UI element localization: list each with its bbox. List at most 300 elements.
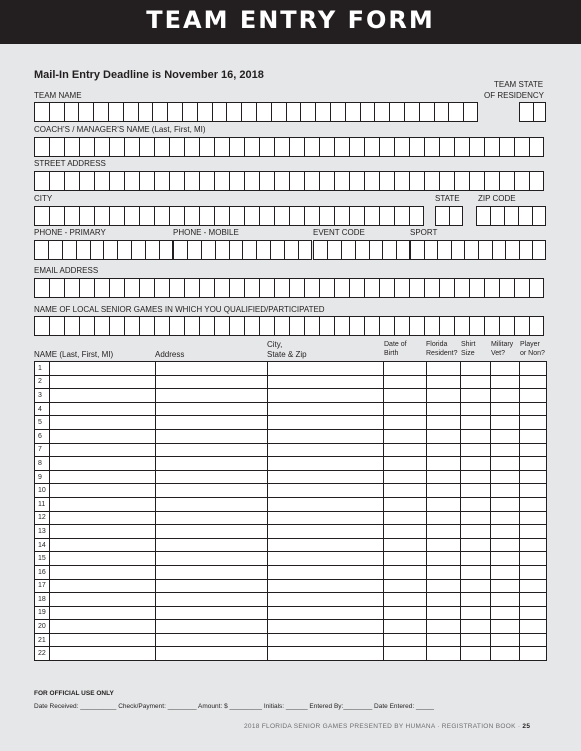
- roster-cell[interactable]: [427, 416, 461, 430]
- character-box[interactable]: [349, 171, 364, 191]
- roster-cell[interactable]: [461, 389, 491, 403]
- character-box[interactable]: [469, 137, 484, 157]
- character-box[interactable]: [184, 206, 199, 226]
- roster-cell[interactable]: [520, 511, 547, 525]
- character-box[interactable]: [229, 240, 243, 260]
- character-box[interactable]: [124, 206, 139, 226]
- roster-cell[interactable]: [50, 362, 156, 376]
- character-box[interactable]: [49, 102, 64, 122]
- roster-cell[interactable]: [156, 443, 268, 457]
- character-box[interactable]: [304, 206, 319, 226]
- roster-cell[interactable]: [461, 402, 491, 416]
- roster-cell[interactable]: [384, 457, 427, 471]
- character-box[interactable]: [349, 206, 364, 226]
- character-box[interactable]: [514, 137, 529, 157]
- character-box[interactable]: [244, 316, 259, 336]
- character-box[interactable]: [364, 171, 379, 191]
- character-box[interactable]: [345, 102, 360, 122]
- character-box[interactable]: [214, 206, 229, 226]
- roster-cell[interactable]: [50, 402, 156, 416]
- roster-cell[interactable]: [461, 416, 491, 430]
- roster-cell[interactable]: [491, 389, 520, 403]
- roster-cell[interactable]: [520, 593, 547, 607]
- character-box[interactable]: [124, 316, 139, 336]
- roster-cell[interactable]: [268, 593, 384, 607]
- character-box[interactable]: [529, 278, 544, 298]
- character-box[interactable]: [184, 171, 199, 191]
- roster-cell[interactable]: [384, 552, 427, 566]
- roster-cell[interactable]: [427, 593, 461, 607]
- character-box[interactable]: [241, 102, 256, 122]
- roster-cell[interactable]: [50, 538, 156, 552]
- character-box[interactable]: [94, 316, 109, 336]
- character-box[interactable]: [349, 316, 364, 336]
- roster-cell[interactable]: [268, 402, 384, 416]
- character-box[interactable]: [274, 171, 289, 191]
- roster-cell[interactable]: [268, 606, 384, 620]
- character-box[interactable]: [334, 171, 349, 191]
- character-box[interactable]: [214, 278, 229, 298]
- character-box[interactable]: [532, 240, 546, 260]
- character-box[interactable]: [439, 137, 454, 157]
- character-box[interactable]: [379, 316, 394, 336]
- character-box[interactable]: [214, 316, 229, 336]
- roster-cell[interactable]: [491, 402, 520, 416]
- character-box[interactable]: [109, 171, 124, 191]
- character-box[interactable]: [464, 240, 478, 260]
- roster-cell[interactable]: [156, 633, 268, 647]
- roster-cell[interactable]: [268, 362, 384, 376]
- character-box[interactable]: [64, 316, 79, 336]
- roster-cell[interactable]: [384, 538, 427, 552]
- character-box[interactable]: [454, 171, 469, 191]
- character-box[interactable]: [379, 171, 394, 191]
- roster-cell[interactable]: [268, 552, 384, 566]
- roster-cell[interactable]: [491, 429, 520, 443]
- roster-cell[interactable]: [427, 443, 461, 457]
- character-box[interactable]: [374, 102, 389, 122]
- character-box[interactable]: [78, 102, 93, 122]
- character-box[interactable]: [109, 137, 124, 157]
- character-box[interactable]: [454, 316, 469, 336]
- character-box[interactable]: [49, 137, 64, 157]
- roster-cell[interactable]: [50, 497, 156, 511]
- character-box[interactable]: [484, 137, 499, 157]
- character-box[interactable]: [259, 171, 274, 191]
- roster-cell[interactable]: [520, 633, 547, 647]
- roster-cell[interactable]: [491, 620, 520, 634]
- character-box[interactable]: [34, 206, 49, 226]
- character-box[interactable]: [139, 206, 154, 226]
- roster-cell[interactable]: [156, 620, 268, 634]
- character-box[interactable]: [379, 206, 394, 226]
- character-box[interactable]: [199, 206, 214, 226]
- team-name-field[interactable]: [34, 102, 478, 122]
- roster-cell[interactable]: [384, 511, 427, 525]
- character-box[interactable]: [242, 240, 256, 260]
- character-box[interactable]: [424, 171, 439, 191]
- character-box[interactable]: [139, 278, 154, 298]
- roster-cell[interactable]: [491, 593, 520, 607]
- character-box[interactable]: [424, 240, 438, 260]
- character-box[interactable]: [64, 137, 79, 157]
- phone-mobile-field[interactable]: [173, 240, 312, 260]
- character-box[interactable]: [49, 206, 64, 226]
- roster-cell[interactable]: [491, 633, 520, 647]
- character-box[interactable]: [334, 206, 349, 226]
- character-box[interactable]: [94, 278, 109, 298]
- roster-cell[interactable]: [520, 416, 547, 430]
- roster-cell[interactable]: [384, 525, 427, 539]
- character-box[interactable]: [349, 137, 364, 157]
- city-field[interactable]: [34, 206, 424, 226]
- character-box[interactable]: [484, 278, 499, 298]
- roster-cell[interactable]: [268, 497, 384, 511]
- character-box[interactable]: [499, 137, 514, 157]
- roster-cell[interactable]: [520, 497, 547, 511]
- roster-cell[interactable]: [384, 429, 427, 443]
- roster-cell[interactable]: [384, 389, 427, 403]
- character-box[interactable]: [394, 171, 409, 191]
- character-box[interactable]: [244, 278, 259, 298]
- roster-cell[interactable]: [491, 443, 520, 457]
- character-box[interactable]: [364, 278, 379, 298]
- roster-cell[interactable]: [384, 593, 427, 607]
- character-box[interactable]: [159, 240, 173, 260]
- roster-cell[interactable]: [50, 511, 156, 525]
- roster-cell[interactable]: [156, 497, 268, 511]
- roster-cell[interactable]: [491, 579, 520, 593]
- character-box[interactable]: [382, 240, 396, 260]
- character-box[interactable]: [300, 102, 315, 122]
- roster-cell[interactable]: [50, 606, 156, 620]
- character-box[interactable]: [270, 240, 284, 260]
- roster-cell[interactable]: [461, 525, 491, 539]
- roster-cell[interactable]: [427, 511, 461, 525]
- character-box[interactable]: [289, 171, 304, 191]
- character-box[interactable]: [154, 137, 169, 157]
- roster-cell[interactable]: [427, 484, 461, 498]
- roster-cell[interactable]: [268, 525, 384, 539]
- character-box[interactable]: [379, 278, 394, 298]
- character-box[interactable]: [139, 316, 154, 336]
- character-box[interactable]: [499, 316, 514, 336]
- character-box[interactable]: [259, 137, 274, 157]
- character-box[interactable]: [201, 240, 215, 260]
- roster-cell[interactable]: [50, 457, 156, 471]
- character-box[interactable]: [152, 102, 167, 122]
- character-box[interactable]: [451, 240, 465, 260]
- character-box[interactable]: [454, 137, 469, 157]
- character-box[interactable]: [334, 278, 349, 298]
- character-box[interactable]: [409, 137, 424, 157]
- character-box[interactable]: [505, 240, 519, 260]
- roster-cell[interactable]: [461, 457, 491, 471]
- character-box[interactable]: [229, 206, 244, 226]
- character-box[interactable]: [490, 206, 504, 226]
- character-box[interactable]: [304, 278, 319, 298]
- character-box[interactable]: [229, 316, 244, 336]
- character-box[interactable]: [256, 240, 270, 260]
- roster-cell[interactable]: [461, 470, 491, 484]
- roster-cell[interactable]: [520, 429, 547, 443]
- character-box[interactable]: [469, 316, 484, 336]
- roster-cell[interactable]: [491, 511, 520, 525]
- roster-cell[interactable]: [268, 416, 384, 430]
- sport-field[interactable]: [410, 240, 546, 260]
- roster-cell[interactable]: [427, 579, 461, 593]
- roster-cell[interactable]: [268, 579, 384, 593]
- character-box[interactable]: [214, 171, 229, 191]
- roster-cell[interactable]: [156, 593, 268, 607]
- roster-cell[interactable]: [384, 484, 427, 498]
- character-box[interactable]: [409, 278, 424, 298]
- character-box[interactable]: [214, 137, 229, 157]
- character-box[interactable]: [449, 206, 463, 226]
- character-box[interactable]: [349, 278, 364, 298]
- character-box[interactable]: [478, 240, 492, 260]
- roster-cell[interactable]: [520, 606, 547, 620]
- roster-cell[interactable]: [491, 647, 520, 661]
- roster-cell[interactable]: [268, 470, 384, 484]
- roster-cell[interactable]: [268, 429, 384, 443]
- character-box[interactable]: [454, 278, 469, 298]
- roster-cell[interactable]: [156, 402, 268, 416]
- character-box[interactable]: [94, 171, 109, 191]
- roster-cell[interactable]: [384, 647, 427, 661]
- character-box[interactable]: [229, 278, 244, 298]
- character-box[interactable]: [169, 171, 184, 191]
- character-box[interactable]: [396, 240, 410, 260]
- email-field[interactable]: [34, 278, 544, 298]
- character-box[interactable]: [364, 316, 379, 336]
- character-box[interactable]: [289, 278, 304, 298]
- roster-cell[interactable]: [520, 375, 547, 389]
- character-box[interactable]: [469, 171, 484, 191]
- roster-cell[interactable]: [461, 511, 491, 525]
- zip-field[interactable]: [476, 206, 546, 226]
- roster-cell[interactable]: [156, 457, 268, 471]
- roster-cell[interactable]: [491, 538, 520, 552]
- roster-cell[interactable]: [461, 484, 491, 498]
- roster-cell[interactable]: [520, 525, 547, 539]
- roster-cell[interactable]: [427, 375, 461, 389]
- character-box[interactable]: [448, 102, 463, 122]
- character-box[interactable]: [439, 171, 454, 191]
- character-box[interactable]: [529, 137, 544, 157]
- roster-cell[interactable]: [384, 620, 427, 634]
- character-box[interactable]: [404, 102, 419, 122]
- character-box[interactable]: [49, 278, 64, 298]
- character-box[interactable]: [169, 278, 184, 298]
- roster-cell[interactable]: [520, 389, 547, 403]
- roster-cell[interactable]: [384, 579, 427, 593]
- roster-cell[interactable]: [268, 375, 384, 389]
- roster-cell[interactable]: [491, 606, 520, 620]
- character-box[interactable]: [184, 137, 199, 157]
- roster-cell[interactable]: [427, 362, 461, 376]
- character-box[interactable]: [274, 206, 289, 226]
- character-box[interactable]: [154, 171, 169, 191]
- character-box[interactable]: [379, 137, 394, 157]
- roster-cell[interactable]: [50, 375, 156, 389]
- character-box[interactable]: [199, 137, 214, 157]
- roster-cell[interactable]: [384, 497, 427, 511]
- character-box[interactable]: [131, 240, 145, 260]
- roster-cell[interactable]: [156, 606, 268, 620]
- character-box[interactable]: [259, 206, 274, 226]
- character-box[interactable]: [424, 278, 439, 298]
- coach-name-field[interactable]: [34, 137, 544, 157]
- roster-cell[interactable]: [427, 470, 461, 484]
- roster-cell[interactable]: [156, 565, 268, 579]
- character-box[interactable]: [313, 240, 327, 260]
- character-box[interactable]: [109, 278, 124, 298]
- roster-cell[interactable]: [520, 484, 547, 498]
- character-box[interactable]: [409, 206, 424, 226]
- roster-cell[interactable]: [156, 525, 268, 539]
- character-box[interactable]: [369, 240, 383, 260]
- character-box[interactable]: [34, 102, 49, 122]
- roster-cell[interactable]: [520, 457, 547, 471]
- character-box[interactable]: [154, 278, 169, 298]
- roster-cell[interactable]: [156, 429, 268, 443]
- character-box[interactable]: [334, 137, 349, 157]
- character-box[interactable]: [499, 278, 514, 298]
- roster-cell[interactable]: [156, 484, 268, 498]
- character-box[interactable]: [182, 102, 197, 122]
- roster-cell[interactable]: [427, 497, 461, 511]
- character-box[interactable]: [529, 316, 544, 336]
- roster-cell[interactable]: [50, 620, 156, 634]
- roster-cell[interactable]: [50, 470, 156, 484]
- character-box[interactable]: [259, 278, 274, 298]
- character-box[interactable]: [215, 240, 229, 260]
- roster-cell[interactable]: [461, 579, 491, 593]
- character-box[interactable]: [504, 206, 518, 226]
- character-box[interactable]: [315, 102, 330, 122]
- character-box[interactable]: [93, 102, 108, 122]
- roster-cell[interactable]: [461, 620, 491, 634]
- character-box[interactable]: [79, 316, 94, 336]
- character-box[interactable]: [284, 240, 298, 260]
- character-box[interactable]: [108, 102, 123, 122]
- event-code-field[interactable]: [313, 240, 410, 260]
- character-box[interactable]: [533, 102, 547, 122]
- character-box[interactable]: [364, 206, 379, 226]
- roster-cell[interactable]: [427, 402, 461, 416]
- character-box[interactable]: [94, 137, 109, 157]
- roster-cell[interactable]: [384, 416, 427, 430]
- roster-cell[interactable]: [384, 470, 427, 484]
- roster-cell[interactable]: [520, 362, 547, 376]
- character-box[interactable]: [330, 102, 345, 122]
- character-box[interactable]: [304, 316, 319, 336]
- roster-cell[interactable]: [384, 606, 427, 620]
- character-box[interactable]: [289, 137, 304, 157]
- character-box[interactable]: [514, 278, 529, 298]
- roster-cell[interactable]: [156, 647, 268, 661]
- roster-cell[interactable]: [50, 552, 156, 566]
- character-box[interactable]: [409, 171, 424, 191]
- roster-cell[interactable]: [427, 620, 461, 634]
- roster-cell[interactable]: [50, 484, 156, 498]
- roster-cell[interactable]: [268, 457, 384, 471]
- character-box[interactable]: [117, 240, 131, 260]
- character-box[interactable]: [319, 206, 334, 226]
- roster-cell[interactable]: [520, 402, 547, 416]
- character-box[interactable]: [109, 206, 124, 226]
- character-box[interactable]: [419, 102, 434, 122]
- roster-cell[interactable]: [50, 429, 156, 443]
- character-box[interactable]: [519, 102, 533, 122]
- roster-cell[interactable]: [461, 593, 491, 607]
- roster-cell[interactable]: [427, 429, 461, 443]
- roster-cell[interactable]: [491, 362, 520, 376]
- character-box[interactable]: [463, 102, 478, 122]
- roster-cell[interactable]: [461, 429, 491, 443]
- roster-cell[interactable]: [491, 470, 520, 484]
- character-box[interactable]: [79, 137, 94, 157]
- roster-cell[interactable]: [427, 525, 461, 539]
- character-box[interactable]: [289, 316, 304, 336]
- roster-cell[interactable]: [156, 579, 268, 593]
- character-box[interactable]: [434, 102, 449, 122]
- character-box[interactable]: [169, 316, 184, 336]
- character-box[interactable]: [514, 171, 529, 191]
- roster-cell[interactable]: [384, 375, 427, 389]
- character-box[interactable]: [298, 240, 312, 260]
- character-box[interactable]: [492, 240, 506, 260]
- character-box[interactable]: [79, 206, 94, 226]
- character-box[interactable]: [499, 171, 514, 191]
- character-box[interactable]: [197, 102, 212, 122]
- character-box[interactable]: [271, 102, 286, 122]
- character-box[interactable]: [48, 240, 62, 260]
- roster-cell[interactable]: [491, 457, 520, 471]
- character-box[interactable]: [410, 240, 424, 260]
- character-box[interactable]: [109, 316, 124, 336]
- character-box[interactable]: [519, 240, 533, 260]
- roster-cell[interactable]: [520, 470, 547, 484]
- roster-cell[interactable]: [461, 497, 491, 511]
- roster-cell[interactable]: [156, 511, 268, 525]
- roster-cell[interactable]: [427, 606, 461, 620]
- roster-cell[interactable]: [384, 362, 427, 376]
- character-box[interactable]: [341, 240, 355, 260]
- roster-cell[interactable]: [520, 552, 547, 566]
- character-box[interactable]: [334, 316, 349, 336]
- character-box[interactable]: [476, 206, 490, 226]
- roster-cell[interactable]: [491, 565, 520, 579]
- character-box[interactable]: [103, 240, 117, 260]
- roster-cell[interactable]: [491, 525, 520, 539]
- character-box[interactable]: [244, 171, 259, 191]
- roster-cell[interactable]: [268, 620, 384, 634]
- roster-cell[interactable]: [520, 579, 547, 593]
- character-box[interactable]: [169, 137, 184, 157]
- character-box[interactable]: [484, 171, 499, 191]
- character-box[interactable]: [79, 278, 94, 298]
- character-box[interactable]: [439, 278, 454, 298]
- character-box[interactable]: [424, 316, 439, 336]
- character-box[interactable]: [256, 102, 271, 122]
- character-box[interactable]: [319, 278, 334, 298]
- character-box[interactable]: [64, 206, 79, 226]
- local-games-field[interactable]: [34, 316, 544, 336]
- character-box[interactable]: [484, 316, 499, 336]
- roster-cell[interactable]: [384, 565, 427, 579]
